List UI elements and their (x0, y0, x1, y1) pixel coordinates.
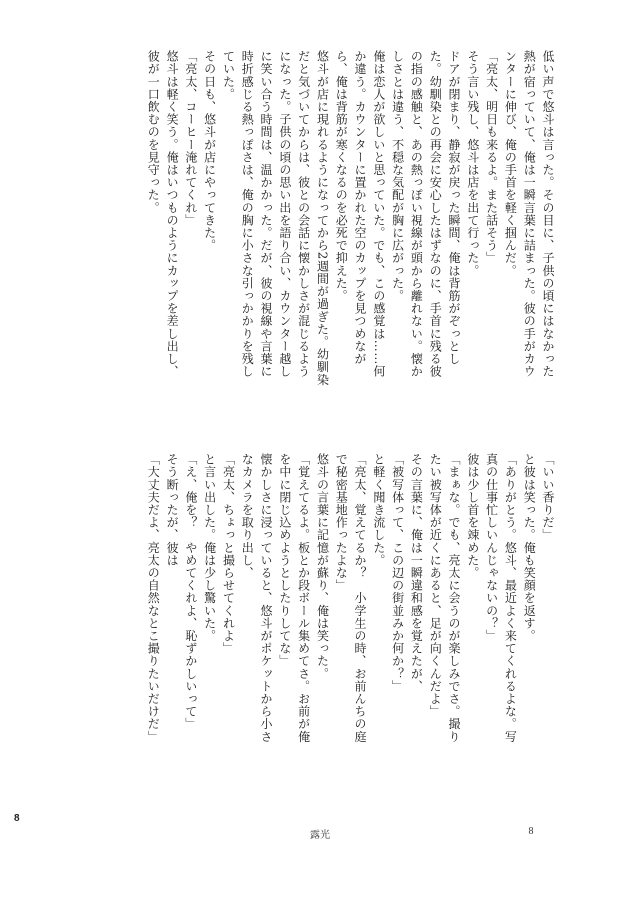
paragraph: 俺は恋人が欲しいと思っていた。でも、この感覚は……何か違う。カウンターに置かれた空のカップを見つめながら、俺は背筋が寒くなるのを必死で抑えた。 (334, 50, 386, 378)
paragraph: 「亮太、コーヒー淹れてくれ」 (183, 50, 198, 227)
paragraph: 「覚えてるよ。板とか段ボール集めてさ。お前が俺を中に閉じ込めようとしたりしてな」 (277, 453, 311, 743)
corner-page-number: 8 (14, 813, 20, 824)
paragraph: その言葉に、俺は一瞬違和感を覚えたが、 (409, 453, 424, 693)
upper-text-tier (98, 50, 557, 390)
paragraph: 「まぁな。でも、亮太に会うのが楽しみでさ。撮りたい被写体が近くにあると、足が向くんだよ」 (428, 453, 462, 743)
paragraph: と軽く聞き流した。 (371, 453, 386, 567)
paragraph: 悠斗の言葉に記憶が蘇り、俺は笑った。 (315, 453, 330, 680)
paragraph: と彼は笑った。俺も笑顔を返す。 (522, 453, 537, 642)
paragraph: 悠斗は軽く笑う。俺はいつものようにカップを差し出し、彼が一口飲むのを見守った。 (146, 50, 180, 378)
paragraph: 低い声で悠斗は言った。その目に、子供の頃にはなかった熱が宿っていて、俺は一瞬言葉に詰まった。彼の手がカウンターに伸び、俺の手首を軽く掴んだ。 (503, 50, 555, 378)
paragraph: 懐かしさに浸っていると、悠斗がポケットから小さなカメラを取り出し、 (240, 453, 274, 743)
paragraph: 「え、俺を？ やめてくれよ、恥ずかしいって」 (183, 453, 198, 731)
paragraph: 悠斗が店に現れるようになってから2週間が過ぎた。幼馴染だと気づいてからは、彼との会話に懐かしさが混じるようになった。子供の頃の思い出を語り合い、カウンター越しに笑い合う時間は、温かかった。だが、彼の視線や言葉に時折感じる熱っぽさは、俺の胸に小さな引っかかりを残していた。 (221, 50, 330, 386)
paragraph: 彼は少し首を竦めた。 (465, 453, 480, 579)
paragraph: と言い出した。俺は少し驚いた。 (202, 453, 217, 642)
paragraph: そう断ったが、彼は (165, 453, 180, 567)
paragraph: 「いい香りだ」 (541, 453, 555, 542)
page-number: 8 (528, 826, 534, 837)
lower-text-tier (98, 453, 557, 753)
paragraph: 「亮太、覚えてるか？ 小学生の時、お前んちの庭で秘密基地作ったよな」 (334, 453, 368, 743)
paragraph: 「被写体って、この辺の街並みか何か？」 (390, 453, 405, 693)
paragraph: ドアが閉まり、静寂が戻った瞬間、俺は背筋がぞっとした。幼馴染との再会に安心したはずなのに、手首に残る彼の指の感触と、あの熱っぽい視線が頭から離れない。懐かしさとは違う、不穏な気配が胸に広がった。 (390, 50, 462, 378)
paragraph: 「ありがとう。悠斗、最近よく来てくれるよな。写真の仕事忙しいんじゃないの？」 (484, 453, 518, 743)
running-title: 露光 (310, 830, 330, 841)
paragraph: 「亮太、明日も来るよ。また話そう」 (484, 50, 499, 265)
paragraph: そう言い残し、悠斗は店を出て行った。 (465, 50, 480, 277)
paragraph: 「亮太、ちょっと撮らせてくれよ」 (221, 453, 236, 655)
paragraph: その日も、悠斗が店にやってきた。 (202, 50, 217, 252)
paragraph: 「大丈夫だよ、亮太の自然なとこ撮りたいだけだ」 (146, 453, 161, 743)
